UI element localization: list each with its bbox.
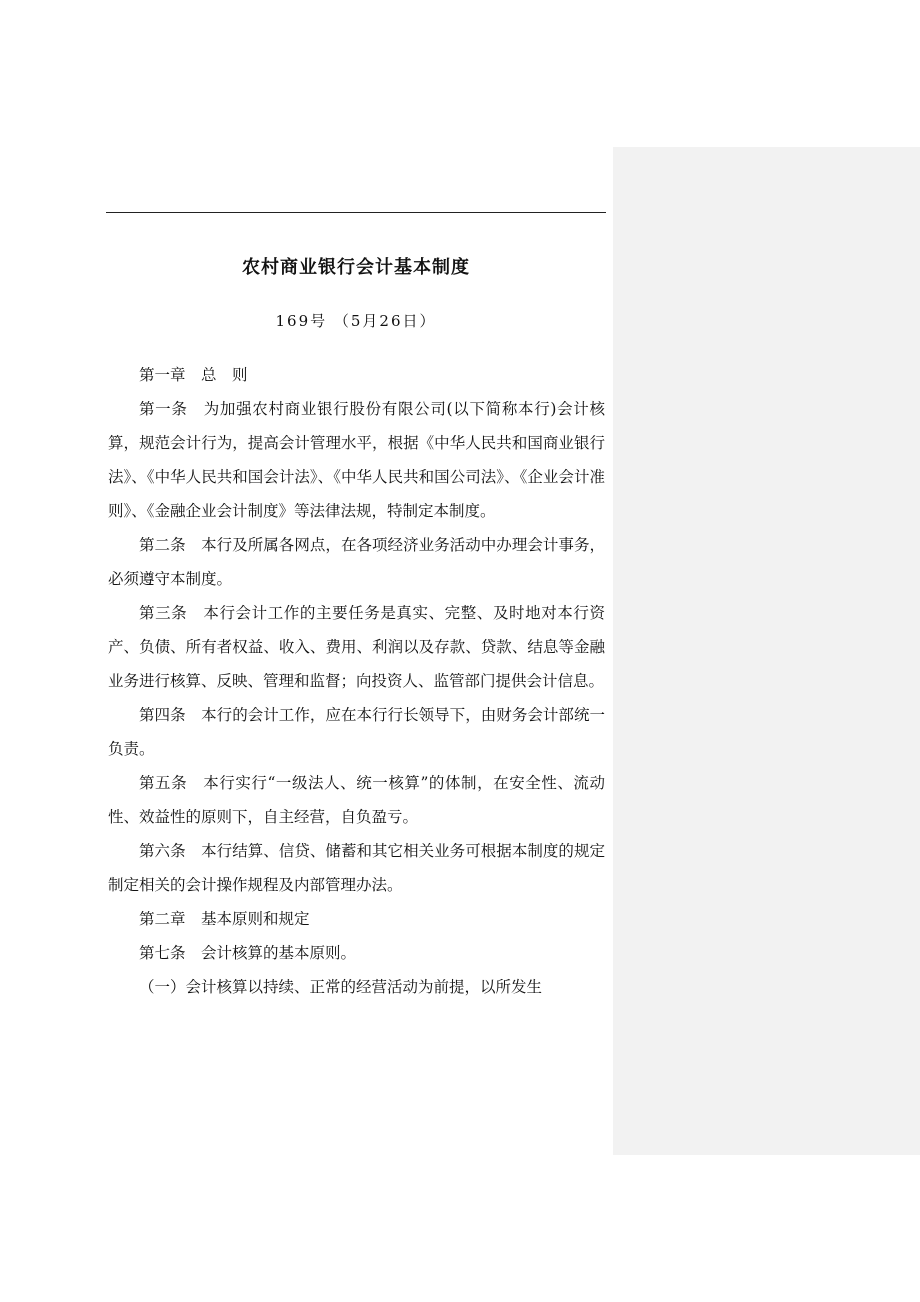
article-paragraph: 第七条 会计核算的基本原则。 [139,944,357,962]
comment-pane [613,147,920,1155]
chapter-heading: 第二章 基本原则和规定 [139,910,310,928]
header-rule [106,212,606,213]
article-paragraph: 第二条 本行及所属各网点，在各项经济业务活动中办理会计事务，必须遵守本制度。 [108,536,605,588]
chapter-heading: 第一章 总 则 [139,366,248,384]
article-paragraph: 第四条 本行的会计工作，应在本行行长领导下，由财务会计部统一负责。 [108,706,605,758]
article-paragraph: 第三条 本行会计工作的主要任务是真实、完整、及时地对本行资产、负债、所有者权益、收入、费用、利润以及存款、贷款、结息等金融业务进行核算、反映、管理和监督；向投资人、监管部门提供会计信息。 [108,604,605,690]
article-paragraph: 第五条 本行实行“一级法人、统一核算”的体制，在安全性、流动性、效益性的原则下，自主经营，自负盈亏。 [108,774,605,826]
document-title: 农村商业银行会计基本制度 [242,257,470,278]
clause-paragraph: （一）会计核算以持续、正常的经营活动为前提，以所发生 [139,978,543,996]
article-paragraph: 第一条 为加强农村商业银行股份有限公司(以下简称本行)会计核算，规范会计行为，提高会计管理水平，根据《中华人民共和国商业银行法》、《中华人民共和国会计法》、《中华人民共和国公司法》、《企业会计准则》、《金融企业会计制度》等法律法规，特制定本制度。 [108,400,605,520]
document-subtitle: 169号 （5月26日） [275,312,437,330]
article-paragraph: 第六条 本行结算、信贷、储蓄和其它相关业务可根据本制度的规定制定相关的会计操作规程及内部管理办法。 [108,842,605,894]
document-body [108,358,605,1004]
